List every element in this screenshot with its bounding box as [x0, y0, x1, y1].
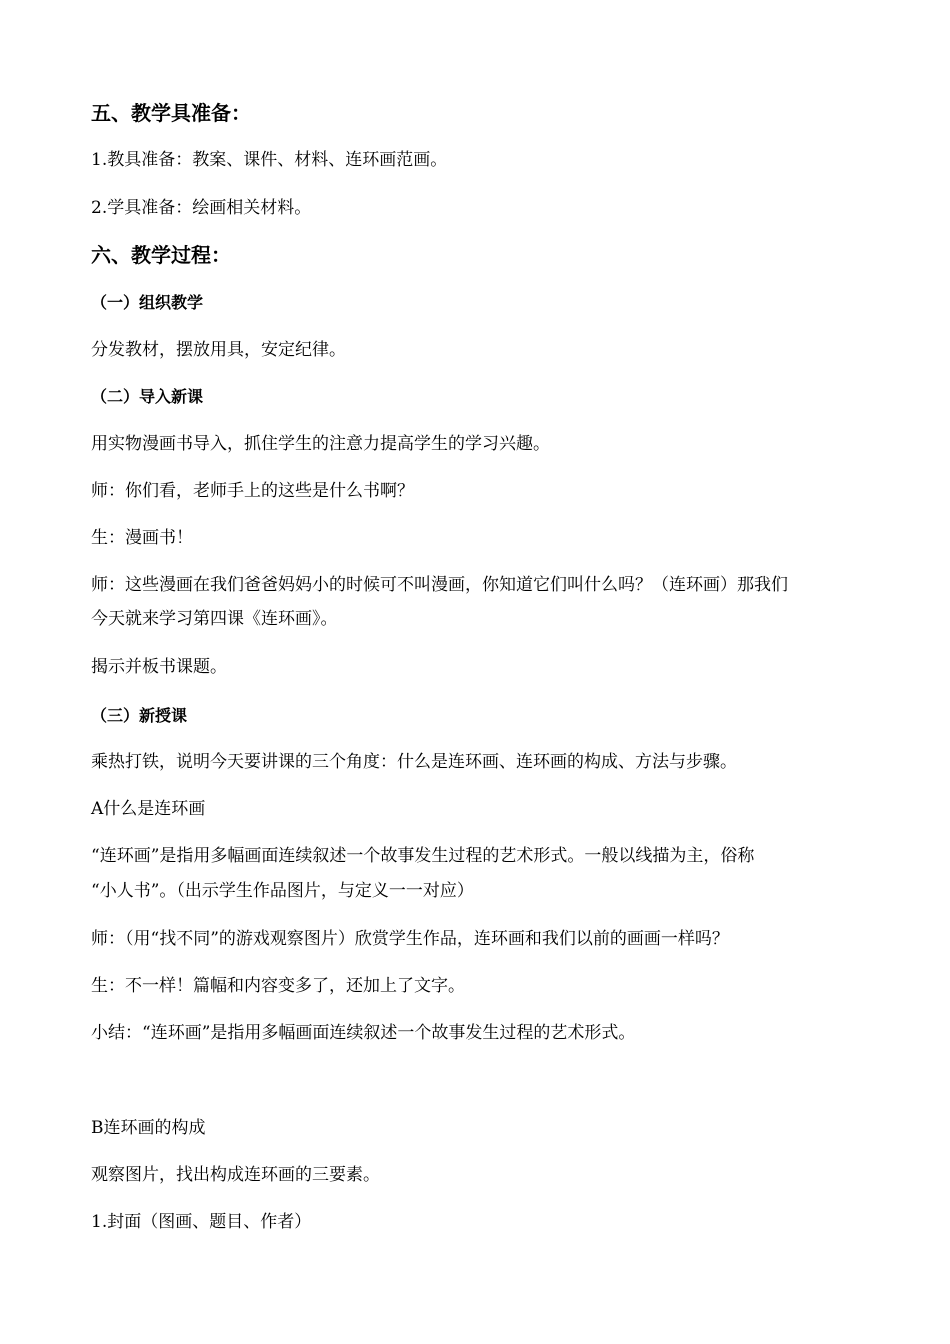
paragraph-lesson-7: 小结：“连环画”是指用多幅画面连续叙述一个故事发生过程的艺术形式。: [91, 1023, 636, 1043]
paragraph-lesson-2: A什么是连环画: [91, 799, 206, 819]
paragraph-lesson-1: 乘热打铁，说明今天要讲课的三个角度：什么是连环画、连环画的构成、方法与步骤。: [91, 752, 737, 772]
paragraph-intro-4: 师：这些漫画在我们爸爸妈妈小的时候可不叫漫画，你知道它们叫什么吗？（连环画）那我们: [91, 575, 788, 595]
paragraph-student-materials: 2.学具准备：绘画相关材料。: [91, 198, 312, 218]
section-heading-materials: 五、教学具准备：: [91, 101, 251, 125]
paragraph-lesson-3: “连环画”是指用多幅画面连续叙述一个故事发生过程的艺术形式。一般以线描为主，俗称: [91, 846, 755, 866]
paragraph-organize: 分发教材，摆放用具，安定纪律。: [91, 340, 346, 360]
paragraph-intro-6: 揭示并板书课题。: [91, 657, 227, 677]
paragraph-intro-1: 用实物漫画书导入，抓住学生的注意力提高学生的学习兴趣。: [91, 434, 550, 454]
subheading-new-lesson: （三）新授课: [91, 706, 188, 725]
paragraph-lesson-9: 观察图片，找出构成连环画的三要素。: [91, 1165, 380, 1185]
paragraph-lesson-8: B连环画的构成: [91, 1118, 206, 1138]
subheading-intro: （二）导入新课: [91, 387, 204, 406]
paragraph-intro-2: 师：你们看，老师手上的这些是什么书啊？: [91, 481, 414, 501]
paragraph-lesson-6: 生：不一样！篇幅和内容变多了，还加上了文字。: [91, 976, 465, 996]
paragraph-intro-3: 生：漫画书！: [91, 528, 193, 548]
paragraph-lesson-5: 师：（用“找不同”的游戏观察图片）欣赏学生作品，连环画和我们以前的画画一样吗？: [91, 929, 729, 949]
paragraph-lesson-4: “小人书”。（出示学生作品图片，与定义一一对应）: [91, 881, 474, 901]
section-heading-process: 六、教学过程：: [91, 243, 231, 267]
paragraph-lesson-10: 1.封面（图画、题目、作者）: [91, 1212, 312, 1232]
paragraph-teacher-materials: 1.教具准备：教案、课件、材料、连环画范画。: [91, 150, 448, 170]
paragraph-intro-5: 今天就来学习第四课《连环画》。: [91, 609, 338, 629]
subheading-organize: （一）组织教学: [91, 293, 204, 312]
